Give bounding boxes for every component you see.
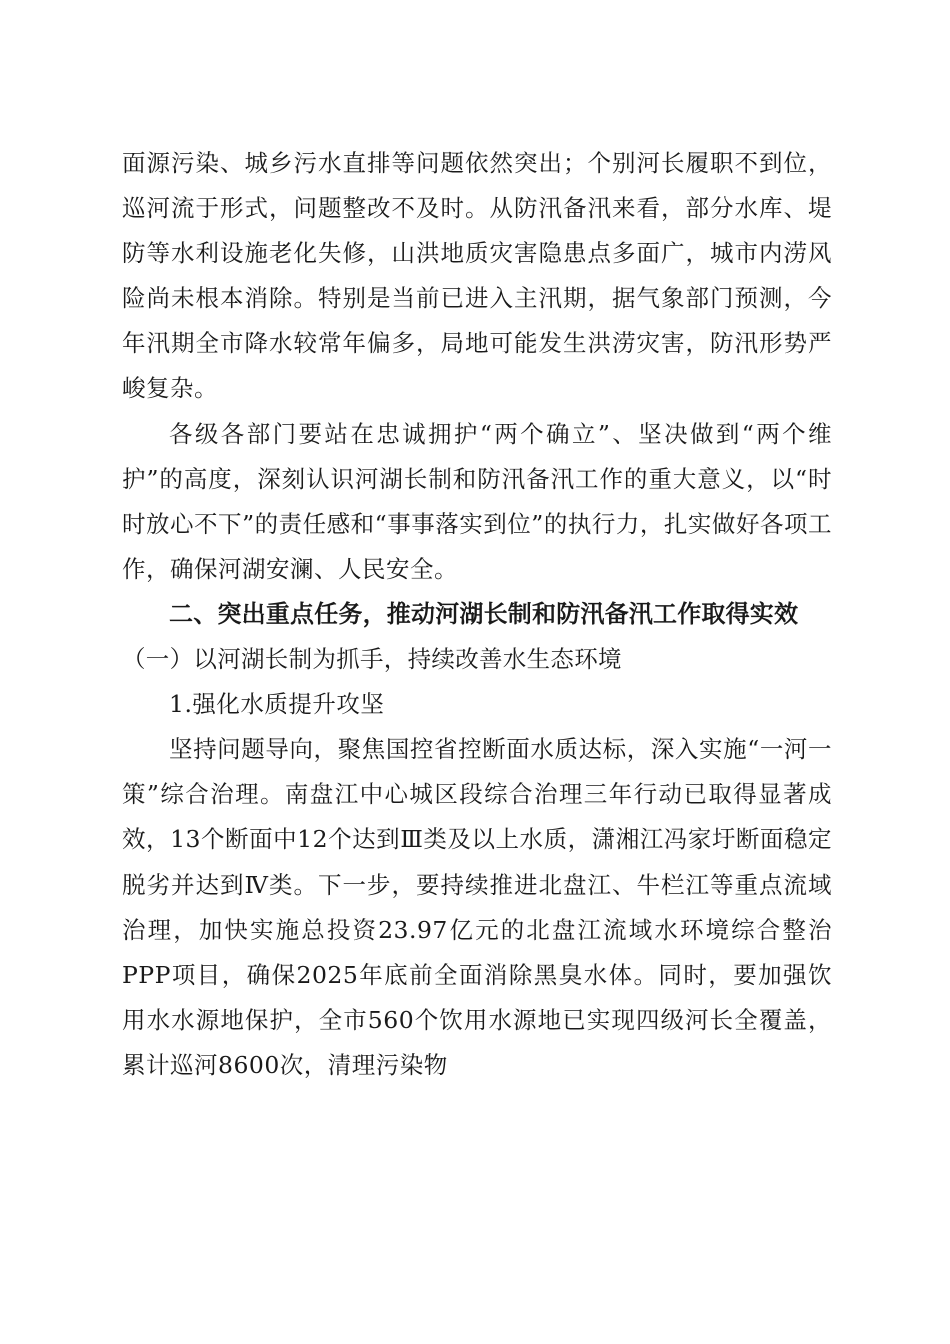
body-paragraph: 坚持问题导向，聚焦国控省控断面水质达标，深入实施“一河一策”综合治理。南盘江中心城区段综合治理三年行动已取得显著成效，13个断面中12个达到Ⅲ类及以上水质，潇湘江冯家圩断面稳定脱劣并达到Ⅳ类。下一步，要持续推进北盘江、牛栏江等重点流域治理，加快实施总投资23.97亿元的北盘江流域水环境综合整治PPP项目，确保2025年底前全面消除黑臭水体。同时，要加强饮用水水源地保护，全市560个饮用水源地已实现四级河长全覆盖，累计巡河8600次，清理污染物 — [122, 735, 832, 1079]
body-paragraph-continued: 面源污染、城乡污水直排等问题依然突出；个别河长履职不到位，巡河流于形式，问题整改不及时。从防汛备汛来看，部分水库、堤防等水利设施老化失修，山洪地质灾害隐患点多面广，城市内涝风险尚未根本消除。特别是当前已进入主汛期，据气象部门预测，今年汛期全市降水较常年偏多，局地可能发生洪涝灾害，防汛形势严峻复杂。 — [122, 149, 832, 403]
document-body — [122, 141, 832, 1088]
body-paragraph: 各级各部门要站在忠诚拥护“两个确立”、坚决做到“两个维护”的高度，深刻认识河湖长制和防汛备汛工作的重大意义，以“时时放心不下”的责任感和“事事落实到位”的执行力，扎实做好各项工作，确保河湖安澜、人民安全。 — [122, 419, 832, 583]
section-heading: 二、突出重点任务，推动河湖长制和防汛备汛工作取得实效 — [169, 599, 799, 628]
item-heading: 1.强化水质提升攻坚 — [169, 690, 385, 719]
subsection-heading: （一）以河湖长制为抓手，持续改善水生态环境 — [122, 645, 622, 674]
